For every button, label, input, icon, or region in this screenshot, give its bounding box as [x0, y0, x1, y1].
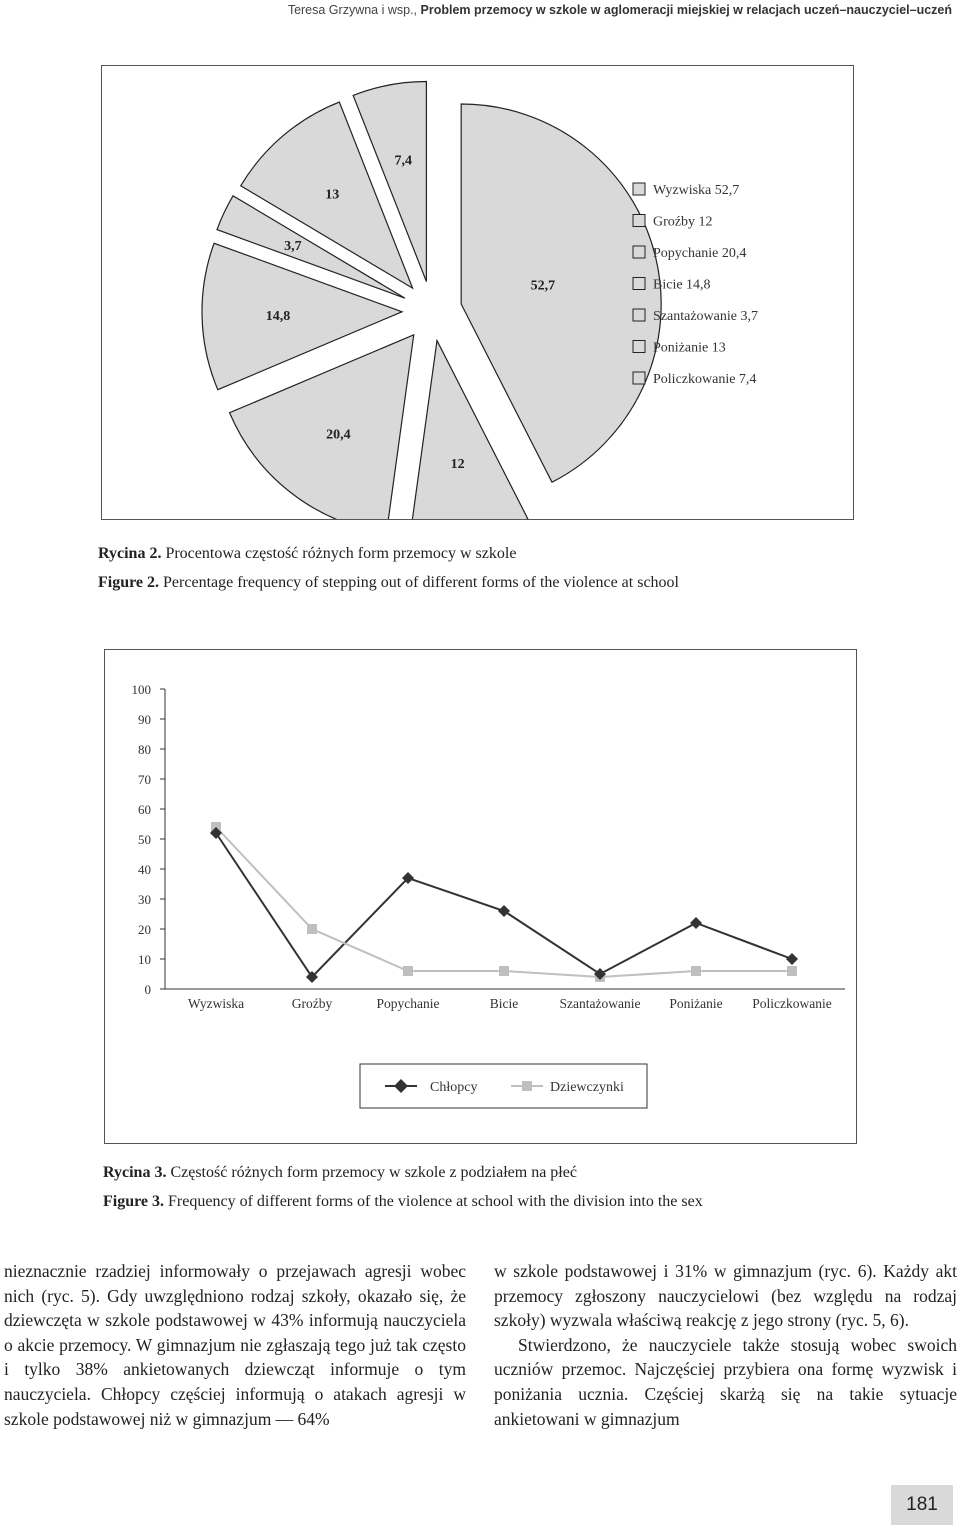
- x-tick-label: Groźby: [291, 996, 333, 1011]
- figure-3-text-en: Frequency of different forms of the violence at school with the division into the sex: [168, 1193, 703, 1210]
- data-point-dziewczynki: [787, 966, 797, 976]
- pie-chart: [102, 66, 853, 519]
- legend-label: Chłopcy: [430, 1080, 478, 1095]
- y-tick-label: 90: [138, 712, 151, 727]
- legend-swatch: [633, 309, 645, 321]
- pie-data-label: 20,4: [326, 427, 351, 443]
- figure-3-caption-en: [103, 1192, 703, 1212]
- data-point-dziewczynki: [499, 966, 509, 976]
- x-tick-label: Policzkowanie: [752, 996, 832, 1011]
- y-tick-label: 30: [138, 892, 151, 907]
- body-paragraph: Stwierdzono, że nauczyciele także stosują wobec swoich uczniów przemoc. Najczęściej przybiera ona formę wyzwisk i poniżania ucznia. Częściej skarżą się na takie sytuacje ankietowani w gimnazjum: [494, 1334, 957, 1429]
- pie-data-label: 13: [325, 187, 340, 203]
- y-tick-label: 70: [138, 772, 151, 787]
- y-tick-label: 10: [138, 952, 151, 967]
- data-point-dziewczynki: [403, 966, 413, 976]
- line-chart: [105, 650, 856, 1143]
- data-point-chlopcy: [690, 917, 702, 929]
- pie-data-label: 12: [450, 456, 465, 472]
- legend-swatch: [633, 278, 645, 290]
- figure-2-text-en: Percentage frequency of stepping out of different forms of the violence at school: [163, 574, 679, 591]
- figure-2-caption-pl: [98, 544, 516, 564]
- y-tick-label: 80: [138, 742, 151, 757]
- figure-2-label-en: Figure 2.: [98, 574, 160, 591]
- legend-label: Dziewczynki: [550, 1080, 624, 1095]
- figure-3-label-pl: Rycina 3.: [103, 1164, 167, 1181]
- legend-marker-square: [522, 1081, 532, 1091]
- figure-2-label-pl: Rycina 2.: [98, 545, 162, 562]
- line-chart-frame: [104, 649, 857, 1144]
- body-paragraph: w szkole podstawowej i 31% w gimnazjum (ryc. 6). Każdy akt przemocy zgłoszony nauczycielowi (bez względu na rodzaj szkoły) wyzwala właściwą reakcję z jego strony (ryc. 5, 6).: [494, 1261, 957, 1331]
- data-point-dziewczynki: [307, 924, 317, 934]
- figure-3-text-pl: Częstość różnych form przemocy w szkole z podziałem na płeć: [170, 1164, 577, 1181]
- figure-3-caption-pl: [103, 1163, 577, 1183]
- pie-data-label: 52,7: [530, 278, 556, 294]
- y-tick-label: 0: [144, 982, 151, 997]
- legend-entry: Szantażowanie 3,7: [653, 309, 758, 324]
- pie-slice-wyzwiska: [461, 104, 661, 482]
- running-head-authors: Teresa Grzywna i wsp.,: [287, 3, 418, 17]
- y-tick-label: 20: [138, 922, 151, 937]
- x-tick-label: Poniżanie: [669, 996, 723, 1011]
- legend-swatch: [633, 372, 645, 384]
- y-tick-label: 40: [138, 862, 151, 877]
- legend-swatch: [633, 183, 645, 195]
- legend-entry: Wyzwiska 52,7: [653, 183, 740, 198]
- legend-swatch: [633, 341, 645, 353]
- y-tick-label: 100: [131, 682, 151, 697]
- pie-data-label: 3,7: [284, 238, 302, 254]
- legend-entry: Policzkowanie 7,4: [653, 372, 757, 387]
- pie-data-label: 7,4: [394, 153, 413, 169]
- body-paragraph: nieznacznie rzadziej informowały o przejawach agresji wobec nich (ryc. 5). Gdy uwzględniono rodzaj szkoły, okazało się, że dziewczęta w szkole podstawowej w 43% informują nauczyciela o akcie przemocy. W gimnazjum nie zgłaszają tego już tak często i tylko 38% ankietowanych dziewcząt informuje o tym nauczyciela. Chłopcy częściej informują o atakach agresji w szkole podstawowej niż w gimnazjum — 64%: [4, 1261, 466, 1429]
- y-tick-label: 60: [138, 802, 151, 817]
- pie-chart-frame: [101, 65, 854, 520]
- figure-2-caption-en: [98, 573, 679, 593]
- legend-entry: Popychanie 20,4: [653, 246, 747, 261]
- legend-entry: Poniżanie 13: [653, 340, 726, 356]
- legend-entry: Bicie 14,8: [653, 277, 711, 293]
- body-column-right: [494, 1259, 957, 1431]
- data-point-chlopcy: [498, 905, 510, 917]
- page-number: 181: [891, 1485, 953, 1525]
- x-tick-label: Wyzwiska: [187, 996, 245, 1011]
- figure-3-label-en: Figure 3.: [103, 1193, 165, 1210]
- figure-2-text-pl: Procentowa częstość różnych form przemocy w szkole: [165, 545, 517, 562]
- x-tick-label: Popychanie: [376, 996, 440, 1011]
- pie-data-label: 14,8: [265, 308, 291, 324]
- series-line-dziewczynki: [216, 827, 792, 977]
- body-column-left: [4, 1259, 466, 1431]
- legend-entry: Groźby 12: [653, 214, 713, 230]
- x-tick-label: Szantażowanie: [559, 996, 641, 1011]
- legend-swatch: [633, 215, 645, 227]
- data-point-chlopcy: [786, 953, 798, 965]
- x-tick-label: Bicie: [489, 996, 519, 1011]
- y-tick-label: 50: [138, 832, 151, 847]
- legend-swatch: [633, 246, 645, 258]
- running-head: [0, 0, 952, 18]
- running-head-title: Problem przemocy w szkole w aglomeracji miejskiej w relacjach uczeń–nauczyciel–uczeń: [420, 3, 952, 17]
- data-point-dziewczynki: [691, 966, 701, 976]
